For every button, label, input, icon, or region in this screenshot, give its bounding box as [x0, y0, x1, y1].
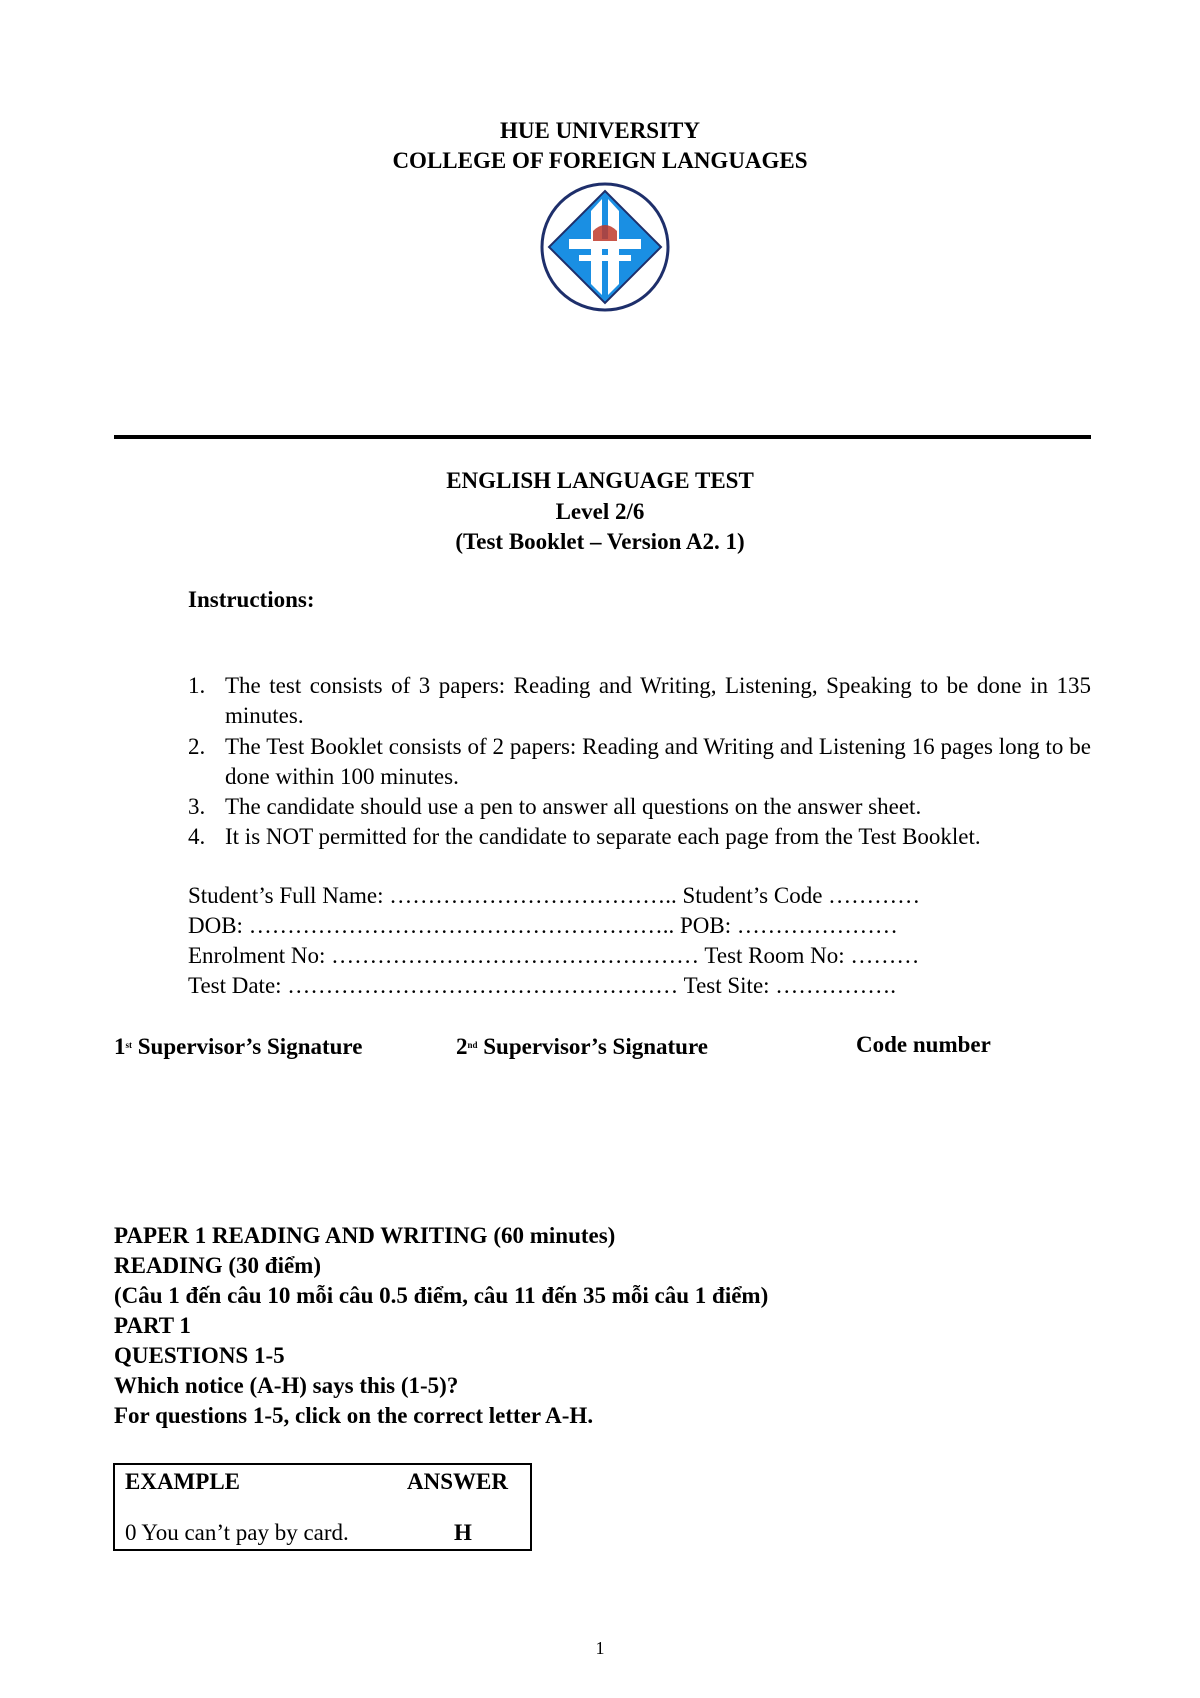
example-label: EXAMPLE	[125, 1469, 240, 1494]
second-supervisor-signature-label: 2nd Supervisor’s Signature	[456, 1034, 708, 1059]
instruction-text: It is NOT permitted for the candidate to separate each page from the Test Booklet.	[225, 824, 981, 849]
instruction-item	[188, 822, 1091, 852]
questions-heading: QUESTIONS 1-5	[114, 1343, 285, 1368]
test-level: Level 2/6	[555, 499, 645, 524]
university-name: HUE UNIVERSITY	[499, 118, 700, 143]
test-title: ENGLISH LANGUAGE TEST	[446, 468, 754, 493]
enrolment-field[interactable]: Enrolment No: ………………………………………… Test Room No: ………	[188, 943, 920, 968]
instruction-text: The candidate should use a pen to answer all questions on the answer sheet.	[225, 794, 922, 819]
university-seal-logo	[539, 181, 671, 313]
example-sentence: 0 You can’t pay by card.	[125, 1520, 349, 1545]
instruction-item	[188, 792, 1091, 822]
instructions-heading: Instructions:	[188, 587, 315, 612]
student-name-field[interactable]: Student’s Full Name: ……………………………….. Student’s Code …………	[188, 883, 921, 908]
horizontal-rule	[114, 435, 1091, 439]
dob-field[interactable]: DOB: ……………………………………………….. POB: …………………	[188, 913, 898, 938]
part-heading: PART 1	[114, 1313, 191, 1338]
instruction-text: The test consists of 3 papers: Reading and Writing, Listening, Speaking to be done in 135 minutes.	[225, 673, 1091, 728]
code-number-label: Code number	[856, 1032, 991, 1057]
college-name: COLLEGE OF FOREIGN LANGUAGES	[392, 148, 808, 173]
page-number: 1	[595, 1638, 605, 1658]
question-prompt: Which notice (A-H) says this (1-5)?	[114, 1373, 459, 1398]
scoring-note: (Câu 1 đến câu 10 mỗi câu 0.5 điểm, câu 11 đến 35 mỗi câu 1 điểm)	[114, 1283, 769, 1308]
example-answer: H	[454, 1520, 472, 1545]
paper-title: PAPER 1 READING AND WRITING (60 minutes)	[114, 1223, 616, 1248]
instruction-item	[188, 671, 1091, 731]
instruction-number: 4.	[188, 824, 206, 849]
instruction-text: The Test Booklet consists of 2 papers: Reading and Writing and Listening 16 pages long to be done within 100 minutes.	[225, 734, 1091, 789]
instruction-item	[188, 732, 1091, 792]
test-version: (Test Booklet – Version A2. 1)	[455, 529, 745, 554]
instruction-number: 2.	[188, 734, 206, 759]
answer-label: ANSWER	[407, 1469, 508, 1494]
instruction-number: 3.	[188, 794, 206, 819]
example-box	[113, 1463, 532, 1551]
test-date-field[interactable]: Test Date: …………………………………………… Test Site: …………….	[188, 973, 897, 998]
question-direction: For questions 1-5, click on the correct letter A-H.	[114, 1403, 594, 1428]
instruction-number: 1.	[188, 673, 206, 698]
first-supervisor-signature-label: 1st Supervisor’s Signature	[114, 1034, 363, 1059]
reading-heading: READING (30 điểm)	[114, 1253, 321, 1278]
